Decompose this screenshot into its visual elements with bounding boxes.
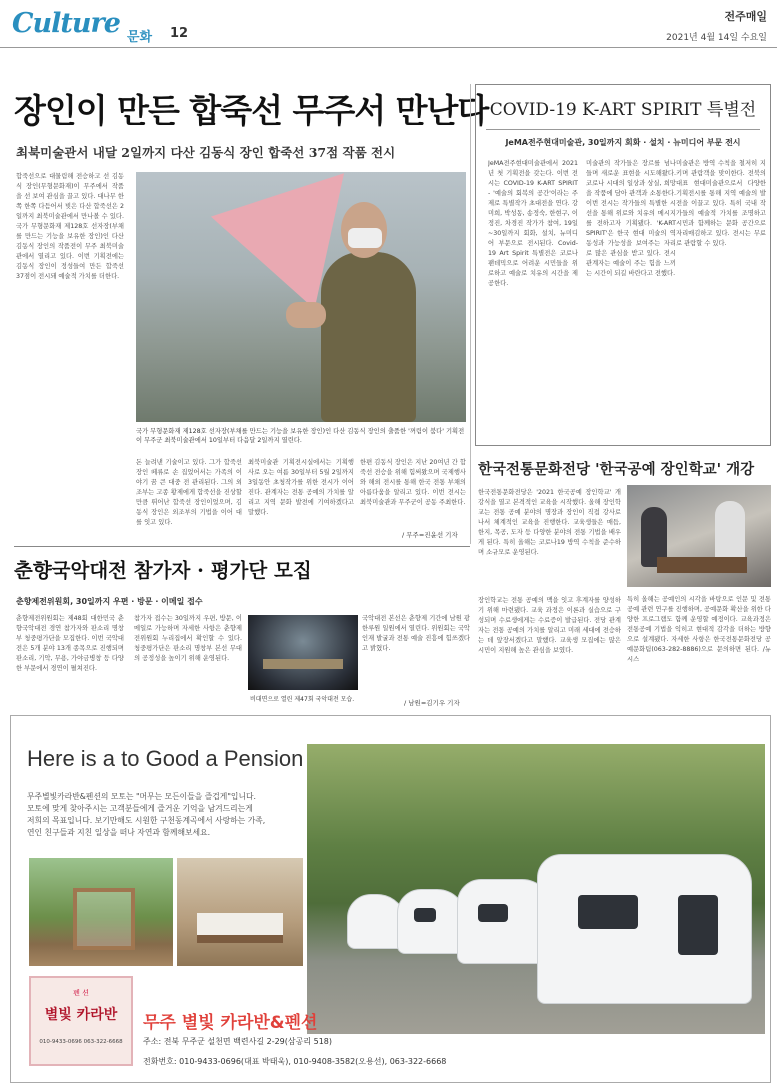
gugak-column-2: 참가자 접수는 30일까지 우편, 방문, 이메일로 가능하며 자세한 사항은 춘향제전위원회 누리집에서 확인할 수 있다. 청중평가단은 판소리 명창부 본선 무대의 공정성을 높이기 위해 운영된다. — [134, 615, 242, 662]
pension-address: 주소: 전북 무주군 설천면 백련사길 2-29(삼공리 518) — [143, 1037, 332, 1046]
caravan-window — [478, 904, 508, 922]
lead-subheadline: 최북미술관서 내달 2일까지 다산 김동식 장인 합죽선 37점 작품 전시 — [16, 145, 396, 160]
lead-headline: 장인이 만든 합죽선 무주서 만난다 — [14, 91, 489, 130]
artisan-figure — [321, 252, 416, 422]
lead-column-1: 합죽선으로 대물림해 전승하고 선 김동식 장인(무형문화재)이 무주에서 작품을 선 보여 관심을 끌고 있다. 대나무 한쪽 한쪽 다듬어서 빚은 다산 합죽선은 2일까지 최북미술관에서 만나볼 수 있다. 국가 무형문화재 제128호 선자장(부채를 만드는 기능을 보유한 장인)인 다산 김동식 장인의 작품전이 무주 최북미술관에서 열리고 있다. 이번 기획전에는 김동식 장인이 정성들여 만든 합죽선 37점이 전시돼 예술적 가치를 더한다. — [16, 173, 124, 280]
gugak-subtitle: 춘향제전위원회, 30일까지 우편 · 방문 · 이메일 접수 — [16, 597, 203, 606]
kcraft-photo — [627, 485, 771, 587]
kcraft-column-1: 한국전통문화전당은 '2021 한국공예 장인학교' 개강식을 열고 본격적인 교육을 시작했다. 올해 장인학교는 전통 공예 분야의 명장과 장인이 직접 강사로 나서 체계적인 교육을 진행한다. 교육생들은 매듭, 한지, 목공, 도자 등 다양한 분야의 전통 기법을 배우게 된다. 특히 올해는 코로나19 방역 수칙을 준수하며 소규모로 운영된다. — [478, 489, 621, 556]
pension-advertisement — [10, 715, 771, 1083]
lead-byline: / 무주=진윤선 기자 — [402, 531, 458, 539]
lead-photo — [136, 172, 466, 422]
hand-shape — [286, 302, 326, 328]
section-divider — [14, 546, 470, 547]
ad-body-line: 연인 친구들과 지친 일상을 떠나 자연과 함께해보세요. — [27, 828, 211, 837]
lead-photo-caption: 국가 무형문화재 제128호 선자장(부채를 만드는 기능을 보유한 장인)인 다산 김동식 장인의 출품한 '꺼림이 붐다' 기획전이 무주군 최북미술관에서 10일부터 다음달 2일까지 열린다. — [136, 428, 465, 444]
ad-body-line: 모토에 맞게 찾아주시는 고객분들에게 즐거운 기억을 남겨드리는게 — [27, 804, 253, 813]
covid-column-3: 미술관은 방역 수칙을 철저히 지키며 관람객을 맞이한다. 전북의 대표 현대미술관으로서 다양한 기획전시를 통해 지역 예술의 발전을 이끌고 있다. 특히 국내 작가들의 예술적 가치를 조명하고 시민과 함께하는 문화 공간으로 자리매김하고 있다. 전시는 무료로 관람할 수 있다. — [676, 160, 766, 247]
section-logo: Culture — [12, 8, 120, 39]
lead-column-4: 한편 김동식 장인은 지난 20여년 간 합죽선 전승을 위해 힘써왔으며 국제행사와 해외 전시를 통해 한국 전통 부채의 아름다움을 알리고 있다. 이번 전시는 최북미술관과 무주군이 공동 주최한다. — [360, 459, 466, 506]
pension-phone: 전화번호: 010-9433-0696(대표 박태욱), 010-9408-3582(오용선), 063-322-6668 — [143, 1057, 447, 1066]
lead-column-3: 최북미술관 기획전시실에서는 기획행사로 오는 여름 30일부터 5월 2일까지 3일동안 초청작가를 위한 전시가 이어진다. 관계자는 전통 공예의 가치를 알리고 지역 문화 발전에 기여하겠다고 말했다. — [248, 459, 354, 516]
stage-photo — [248, 615, 358, 690]
sign-phone: 010-9433-0696 063-322-6668 — [39, 1039, 123, 1045]
kcraft-column-2: 장인학교는 전통 공예의 맥을 잇고 후계자를 양성하기 위해 마련됐다. 교육 과정은 이론과 실습으로 구성되며 수료생에게는 수료증이 발급된다. 전당 관계자는 전통 공예의 가치를 알리고 미래 세대에 전승하는 데 앞장서겠다고 말했다. 교육생 모집에는 많은 시민이 지원해 높은 관심을 보였다. — [478, 597, 621, 654]
pension-name: 무주 별빛 카라반&펜션 — [143, 1013, 318, 1033]
caravan-window — [578, 895, 638, 929]
pension-sign — [29, 976, 133, 1066]
sign-label: 펜 션 — [73, 989, 89, 997]
caravan-door — [678, 895, 718, 955]
covid-column-2: 미술관의 작가들은 장르를 넘나들며 새로운 표현을 시도해왔다. 코로나 시대의 일상과 상실, 희망을 작품에 담아 관객과 소통한다. 이번 전시는 작가들의 특별한 시선을 통해 위로와 치유의 메시지를 전하고자 기획됐다. 'K-ART SPIRIT'은 한국 현대 미술의 역동성과 가능성을 보여주는 자리로 많은 관심을 받고 있다. 전시 관계자는 예술이 주는 힘을 느끼는 시간이 되길 바란다고 전했다. — [586, 160, 676, 277]
section-name: 문화 — [127, 30, 153, 45]
kcraft-column-3: 특히 올해는 공예인의 시각을 바탕으로 인문 및 전통공예 관련 연구를 진행하며, 공예문화 확산을 위한 다양한 프로그램도 함께 운영할 예정이다. 교육과정은 전통공예 기법을 익히고 현대적 감각을 더하는 방향으로 설계됐다. 자세한 사항은 한국전통문화전당 공예문화팀(063-282-8886)으로 문의하면 된다. /뉴시스 — [627, 596, 771, 663]
covid-exhibition-box — [475, 84, 771, 446]
issue-date: 2021년 4월 14일 수요일 — [666, 33, 767, 43]
column-divider — [470, 84, 471, 544]
gugak-column-1: 춘향제전위원회는 제48회 대한민국 춘향국악대전 경연 참가자와 판소리 명창부 청중평가단을 모집한다. 이번 국악대전은 5개 분야 13개 종목으로 진행되며 판소리, 기악, 무용, 가야금병창 등 다양한 부문에서 경연이 펼쳐진다. — [16, 615, 124, 672]
covid-subtitle: JeMA전주현대미술관, 30일까지 회화 · 설치 · 뉴미디어 부문 전시 — [505, 138, 741, 147]
stage-photo-caption: 비대면으로 열린 제47회 국악대전 모습. — [250, 696, 355, 703]
ad-body-line: 저희의 목표입니다. 보기만해도 시원한 구천동계곡에서 사랑하는 가족, — [27, 816, 266, 825]
ad-headline: Here is a to Good a Pension — [27, 746, 304, 771]
lead-column-2: 돈 늘려낸 기술이고 있다. 그가 합죽선 장인 떼류로 손 집었어서는 가족의 이야기 꿈 큰 대중 전 관리된다. 그의 외조부는 고종 황제에게 합죽선을 진상할 만큼 뛰어난 합죽선 장인이었으며, 김동식 장인은 외조부의 기법을 이어 대를 잇고 있다. — [136, 459, 242, 526]
bed-shape — [197, 913, 283, 943]
ad-body — [27, 791, 297, 839]
ad-body-line: 무주별빛카라반&펜션의 모토는 "머무는 모든이들을 즐겁게"입니다. — [27, 792, 256, 801]
covid-title: COVID-19 K-ART SPIRIT 특별전 — [489, 100, 757, 120]
kcraft-title: 한국전통문화전당 '한국공예 장인학교' 개강 — [478, 461, 755, 478]
caravan-photo — [307, 744, 765, 1034]
cabin-photo — [29, 858, 173, 966]
title-rule — [486, 129, 760, 130]
gugak-column-3: 국악대전 본선은 춘향제 기간에 남원 광한루원 일원에서 열린다. 위원회는 국악 인재 발굴과 전통 예술 진흥에 힘쓰겠다고 밝혔다. — [362, 615, 470, 652]
caravan-shape — [537, 854, 752, 1004]
face-mask — [348, 228, 382, 248]
cabin-frame — [73, 888, 135, 950]
work-table — [657, 557, 747, 573]
masthead — [0, 0, 777, 48]
page-number: 12 — [170, 26, 189, 41]
gugak-title: 춘향국악대전 참가자 · 평가단 모집 — [14, 559, 312, 582]
paper-name: 전주매일 — [724, 10, 767, 23]
stage-platform — [263, 659, 343, 669]
gugak-byline: / 남원=김기우 기자 — [404, 699, 460, 707]
caravan-window — [414, 908, 436, 922]
sign-name: 별빛 카라반 — [44, 1007, 118, 1023]
covid-column-1: JeMA전주현대미술관에서 2021년 첫 기획전을 갖는다. 이번 전시는 COVID-19 K-ART SPIRIT - '예술의 회복의 공간'이라는 주제로 특별작가 초대전을 연다. 강미희, 박성동, 송정숙, 한현구, 이정진, 차경진 작가가 참여, 19일~30일까지 회화, 설치, 뉴미디어 부문으로 전시된다. Covid-19 Art Spirit 특별전은 코로나 팬데믹으로 어려운 시민들을 위로하고 예술로 치유의 시간을 제공한다. — [488, 160, 578, 287]
room-photo — [177, 858, 303, 966]
